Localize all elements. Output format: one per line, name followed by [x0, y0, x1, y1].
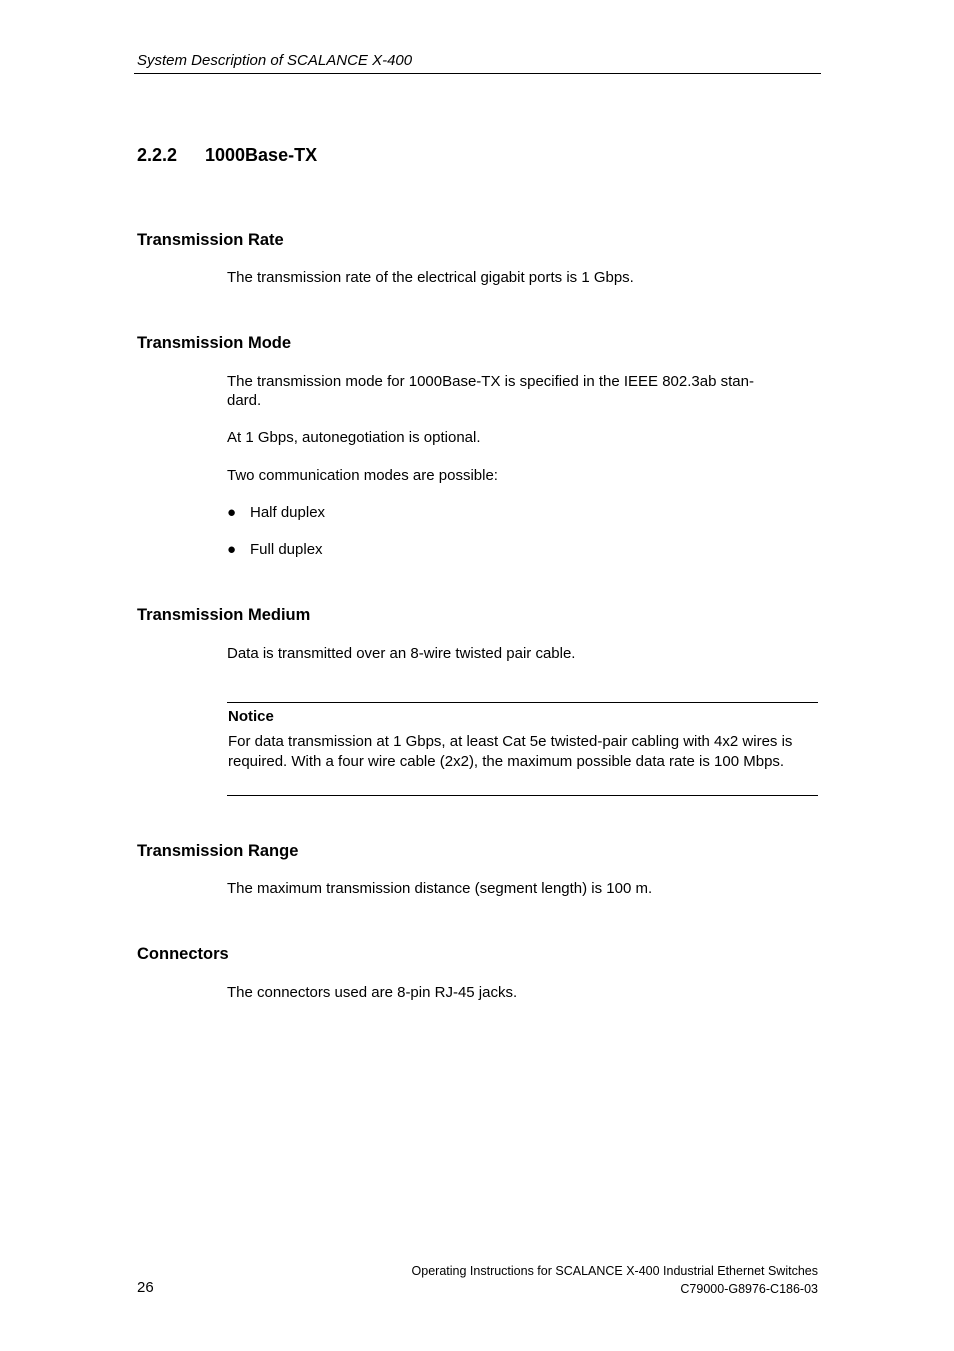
heading-transmission-medium: Transmission Medium	[137, 606, 311, 624]
heading-transmission-rate: Transmission Rate	[137, 231, 284, 249]
page-number: 26	[137, 1279, 154, 1296]
connectors-text: The connectors used are 8-pin RJ-45 jacks.	[227, 984, 518, 1001]
section-heading	[137, 145, 317, 166]
bullet-icon: ●	[227, 504, 237, 521]
list-item	[227, 541, 323, 558]
notice-bottom-rule	[227, 795, 818, 796]
header-divider	[134, 73, 821, 74]
communication-modes-intro: Two communication modes are possible:	[227, 467, 498, 484]
section-number: 2.2.2	[137, 145, 178, 165]
transmission-medium-text: Data is transmitted over an 8-wire twisted pair cable.	[227, 645, 576, 662]
footer-doc-id: C79000-G8976-C186-03	[680, 1282, 818, 1296]
heading-transmission-mode: Transmission Mode	[137, 334, 292, 352]
notice-title: Notice	[228, 708, 274, 725]
bullet-icon: ●	[227, 541, 237, 558]
autonegotiation-text: At 1 Gbps, autonegotiation is optional.	[227, 429, 481, 446]
transmission-range-text: The maximum transmission distance (segment length) is 100 m.	[227, 880, 653, 897]
transmission-mode-line-1: The transmission mode for 1000Base-TX is specified in the IEEE 802.3ab stan-	[227, 373, 754, 390]
heading-transmission-range: Transmission Range	[137, 842, 299, 860]
notice-top-rule	[227, 702, 818, 703]
notice-text: For data transmission at 1 Gbps, at least Cat 5e twisted-pair cabling with 4x2 wires is required. With a four wire cable (2x2), the maximum possible data rate is 100 Mbps.	[228, 733, 793, 770]
running-header: System Description of SCALANCE X-400	[137, 52, 413, 69]
section-title: 1000Base-TX	[205, 145, 318, 165]
list-item	[227, 504, 325, 521]
transmission-rate-text: The transmission rate of the electrical gigabit ports is 1 Gbps.	[227, 269, 634, 286]
heading-connectors: Connectors	[137, 945, 229, 963]
list-item-label: Half duplex	[250, 504, 326, 521]
footer-doc-title: Operating Instructions for SCALANCE X-400 Industrial Ethernet Switches	[411, 1264, 818, 1278]
list-item-label: Full duplex	[250, 541, 323, 558]
transmission-mode-line-2: dard.	[227, 392, 262, 409]
